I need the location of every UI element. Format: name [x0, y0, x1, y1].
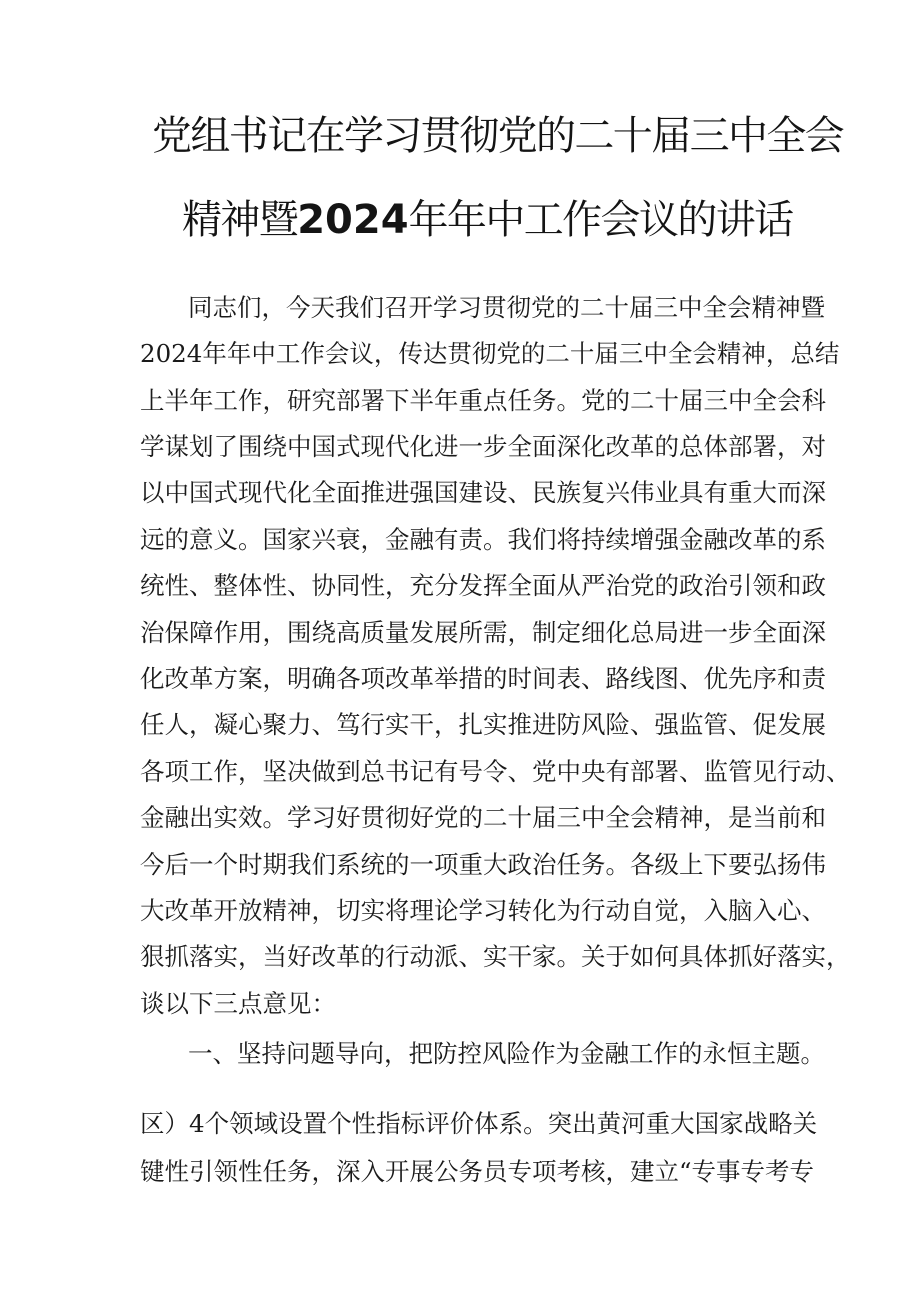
title-year: 2024 — [297, 197, 409, 243]
document-title-line-2 — [182, 197, 793, 243]
body-line: 统性、整体性、协同性，充分发挥全面从严治党的政治引领和政 — [140, 571, 826, 600]
fragment-line: 键性引领性任务，深入开展公务员专项考核，建立“专事专考专 — [140, 1157, 815, 1186]
body-line: 任人，凝心聚力、笃行实干，扎实推进防风险、强监管、促发展 — [140, 710, 826, 739]
fragment-line: 区）4个领域设置个性指标评价体系。突出黄河重大国家战略关 — [140, 1109, 818, 1138]
title-line-2-prefix: 精神暨 — [182, 197, 298, 243]
body-line: 化改革方案，明确各项改革举措的时间表、路线图、优先序和责 — [140, 664, 826, 693]
body-line: 远的意义。国家兴衰，金融有责。我们将持续增强金融改革的系 — [140, 525, 826, 554]
body-line: 狠抓落实，当好改革的行动派、实干家。关于如何具体抓好落实， — [140, 942, 851, 971]
body-line: 金融出实效。学习好贯彻好党的二十届三中全会精神，是当前和 — [140, 803, 826, 832]
body-line: 2024年年中工作会议，传达贯彻党的二十届三中全会精神，总结 — [140, 339, 840, 368]
body-line: 学谋划了围绕中国式现代化进一步全面深化改革的总体部署，对 — [140, 432, 826, 461]
title-line-2-suffix: 年年中工作会议的讲话 — [408, 197, 793, 243]
body-line: 同志们，今天我们召开学习贯彻党的二十届三中全会精神暨 — [188, 293, 825, 322]
section-heading: 一、坚持问题导向，把防控风险作为金融工作的永恒主题。 — [188, 1039, 825, 1068]
body-line: 谈以下三点意见： — [140, 989, 336, 1018]
body-line: 大改革开放精神，切实将理论学习转化为行动自觉，入脑入心、 — [140, 896, 826, 925]
body-line: 上半年工作，研究部署下半年重点任务。党的二十届三中全会科 — [140, 386, 826, 415]
document-title-line-1: 党组书记在学习贯彻党的二十届三中全会 — [152, 113, 844, 159]
body-line: 各项工作，坚决做到总书记有号令、党中央有部署、监管见行动、 — [140, 757, 851, 786]
body-line: 以中国式现代化全面推进强国建设、民族复兴伟业具有重大而深 — [140, 478, 826, 507]
body-line: 今后一个时期我们系统的一项重大政治任务。各级上下要弘扬伟 — [140, 850, 826, 879]
body-line: 治保障作用，围绕高质量发展所需，制定细化总局进一步全面深 — [140, 618, 826, 647]
